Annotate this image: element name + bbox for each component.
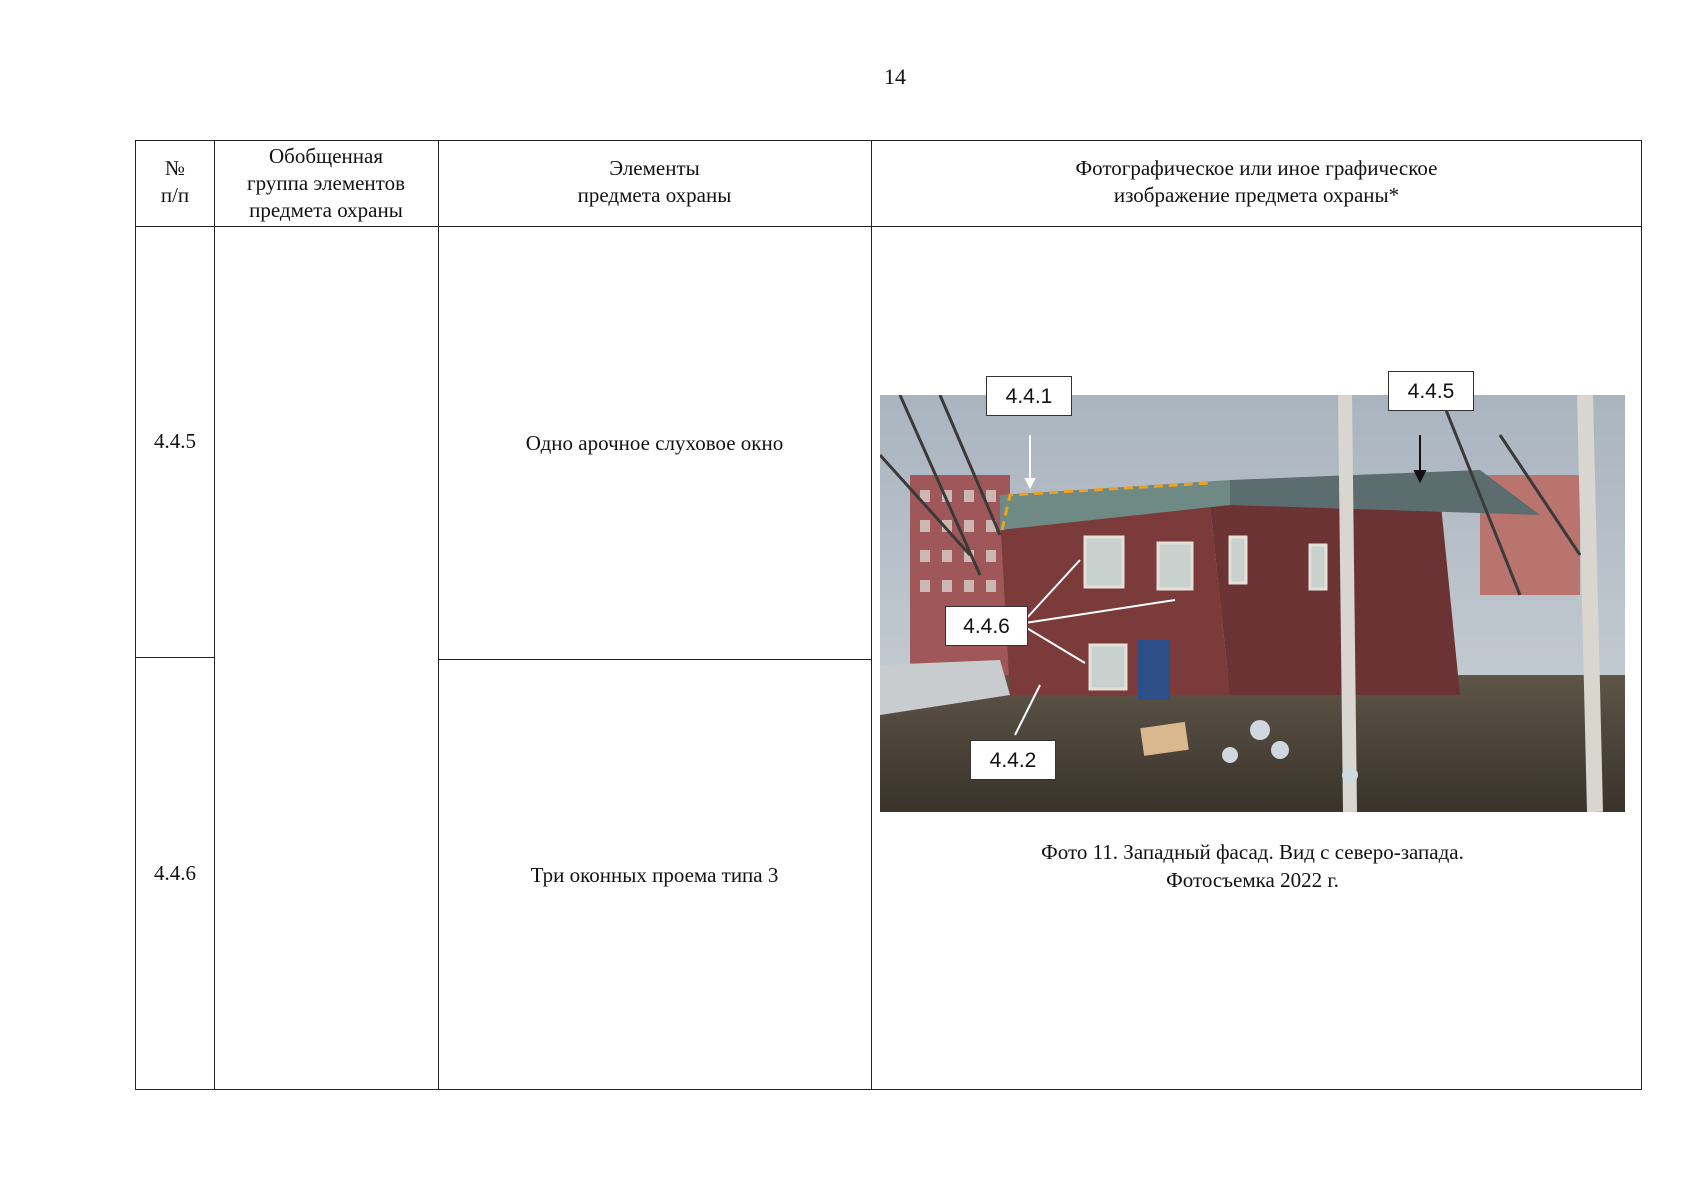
page-number: 14 — [884, 64, 906, 89]
callout-label: 4.4.1 — [986, 376, 1072, 416]
row-element: Три оконных проема типа 3 — [530, 863, 779, 887]
header-line: изображение предмета охраны* — [1113, 183, 1400, 207]
callout-label: 4.4.6 — [945, 606, 1028, 646]
header-line: группа элементов — [247, 171, 405, 195]
column-divider — [438, 140, 439, 1090]
header-image — [871, 155, 1642, 209]
column-divider — [871, 140, 872, 1090]
photo-caption — [880, 838, 1625, 894]
birch-trunk — [1585, 395, 1595, 812]
window — [1085, 537, 1123, 587]
header-line: Фотографическое или иное графическое — [1075, 156, 1438, 180]
row-number: 4.4.6 — [154, 861, 196, 885]
row-number: 4.4.5 — [154, 429, 196, 453]
row-divider — [438, 659, 872, 660]
window — [1310, 545, 1326, 589]
callout-label: 4.4.5 — [1388, 371, 1474, 411]
row-divider — [135, 657, 215, 658]
header-elements — [438, 155, 871, 209]
header-line: предмета охраны — [577, 183, 732, 207]
column-divider — [214, 140, 215, 1090]
header-line: Обобщенная — [269, 144, 383, 168]
window — [1090, 645, 1126, 689]
house-side-wall — [1210, 495, 1460, 695]
door — [1138, 640, 1170, 700]
header-group — [214, 143, 438, 224]
header-line: п/п — [160, 183, 190, 207]
header-divider — [135, 226, 1642, 227]
callout-label: 4.4.2 — [970, 740, 1056, 780]
window — [1158, 543, 1192, 589]
header-line: предмета охраны — [249, 198, 403, 222]
caption-line: Фотосъемка 2022 г. — [1166, 868, 1339, 892]
birch-trunk — [1345, 395, 1350, 812]
window — [1230, 537, 1246, 583]
header-number — [135, 155, 215, 209]
header-line: № — [164, 156, 186, 180]
row-element: Одно арочное слуховое окно — [525, 431, 784, 455]
caption-line: Фото 11. Западный фасад. Вид с северо-запада. — [1041, 840, 1464, 864]
header-line: Элементы — [609, 156, 700, 180]
